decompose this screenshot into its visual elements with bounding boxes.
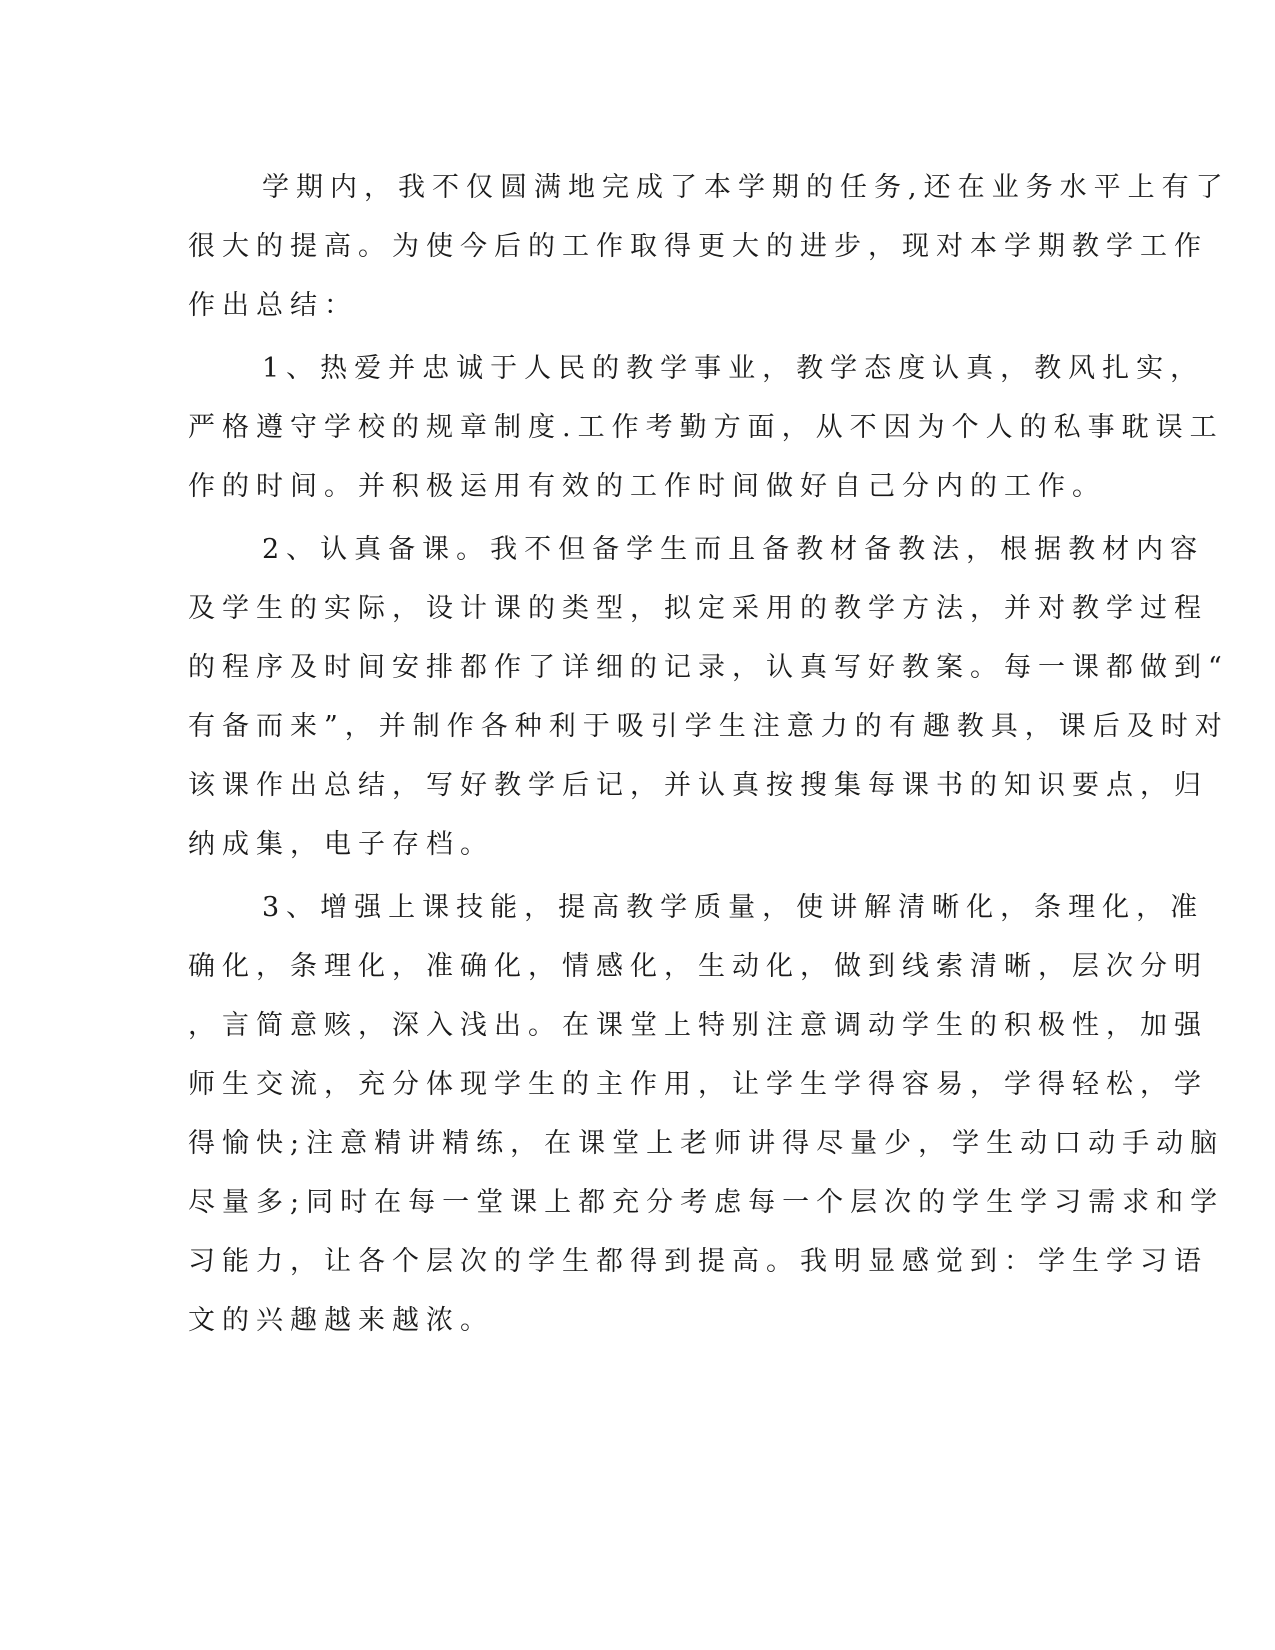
- text-line: 有备而来”，并制作各种利于吸引学生注意力的有趣教具，课后及时对: [188, 711, 1229, 742]
- text-line: 1、热爱并忠诚于人民的教学事业，教学态度认真，教风扎实，: [262, 353, 1205, 384]
- text-line: 习能力，让各个层次的学生都得到提高。我明显感觉到：学生学习语: [188, 1246, 1208, 1277]
- text-line: 师生交流，充分体现学生的主作用，让学生学得容易，学得轻松，学: [188, 1069, 1208, 1100]
- text-line: 及学生的实际，设计课的类型，拟定采用的教学方法，并对教学过程: [188, 593, 1208, 624]
- text-line: 作的时间。并积极运用有效的工作时间做好自己分内的工作。: [188, 471, 1106, 502]
- text-line: 尽量多;同时在每一堂课上都充分考虑每一个层次的学生学习需求和学: [188, 1187, 1225, 1218]
- text-line: 该课作出总结，写好教学后记，并认真按搜集每课书的知识要点，归: [188, 770, 1208, 801]
- text-line: 3、增强上课技能，提高教学质量，使讲解清晰化，条理化，准: [262, 892, 1205, 923]
- text-line: 很大的提高。为使今后的工作取得更大的进步，现对本学期教学工作: [188, 231, 1208, 262]
- text-line: 的程序及时间安排都作了详细的记录，认真写好教案。每一课都做到“: [188, 652, 1229, 683]
- document-body: [188, 158, 1230, 1350]
- text-line: 学期内，我不仅圆满地完成了本学期的任务,还在业务水平上有了: [262, 172, 1230, 203]
- text-line: 严格遵守学校的规章制度.工作考勤方面，从不因为个人的私事耽误工: [188, 412, 1224, 443]
- text-line: ，言简意赅，深入浅出。在课堂上特别注意调动学生的积极性，加强: [188, 1010, 1208, 1041]
- text-line: 确化，条理化，准确化，情感化，生动化，做到线索清晰，层次分明: [188, 951, 1208, 982]
- text-line: 纳成集，电子存档。: [188, 829, 494, 860]
- text-line: 2、认真备课。我不但备学生而且备教材备教法，根据教材内容: [262, 534, 1205, 565]
- text-line: 得愉快;注意精讲精练，在课堂上老师讲得尽量少，学生动口动手动脑: [188, 1128, 1225, 1159]
- text-line: 文的兴趣越来越浓。: [188, 1305, 494, 1336]
- text-line: 作出总结：: [188, 290, 358, 321]
